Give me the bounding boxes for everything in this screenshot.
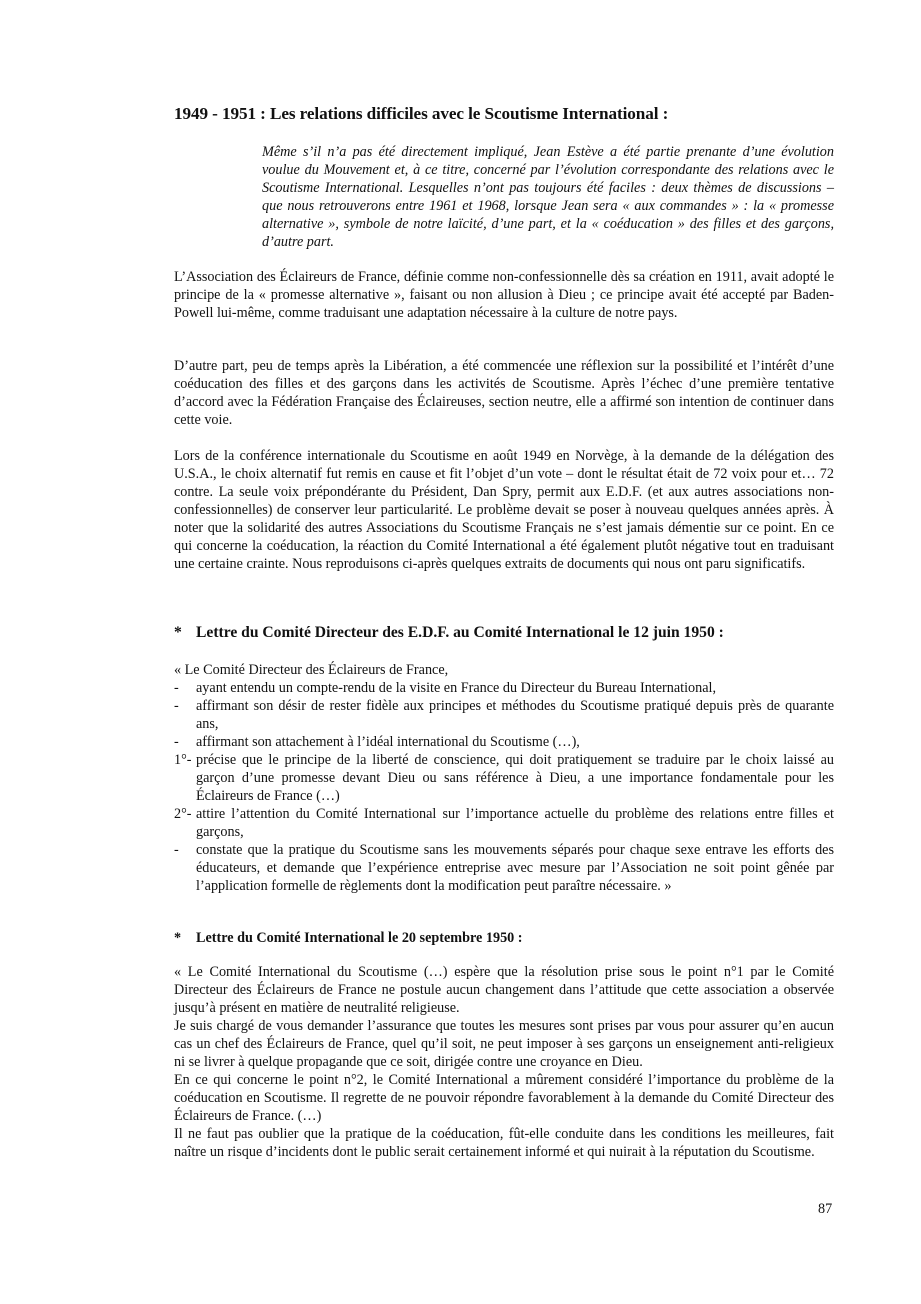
list-marker: 1°-: [174, 752, 192, 768]
body-paragraph: D’autre part, peu de temps après la Libération, a été commencée une réflexion sur la possibilité et l’intérêt d’une coéducation des filles et des garçons dans les activités de Scoutisme. Après l’échec d’une première tentative d’accord avec la Fédération Française des Éclaireuses, section neutre, elle a affirmé son intention de continuer dans cette voie.: [174, 358, 834, 428]
letter2-heading-text: Lettre du Comité International le 20 septembre 1950 :: [196, 930, 523, 946]
list-marker: -: [174, 734, 179, 750]
letter1-opening: « Le Comité Directeur des Éclaireurs de France,: [174, 662, 449, 678]
intro-paragraph: Même s’il n’a pas été directement impliqué, Jean Estève a été partie prenante d’une évolution voulue du Mouvement et, à ce titre, concerné par l’évolution correspondante des relations avec le Scoutisme International. Lesquelles n’ont pas toujours été faciles : deux thèmes de discussions – que nous retrouverons entre 1961 et 1968, lorsque Jean sera « aux commandes » : la « promesse alternative », symbole de notre laïcité, d’une part, et la « coéducation » des filles et des garçons, d’autre part.: [262, 144, 834, 250]
page-number: 87: [818, 1201, 833, 1217]
list-item-text: précise que le principe de la liberté de conscience, qui doit pratiquement se traduire par le choix laissé au garçon d’une promesse devant Dieu ou sans référence à Dieu, a une importance fondamentale pour les Éclaireurs de France (…): [196, 752, 834, 804]
letter1-body: [174, 661, 834, 895]
letter2-body: [174, 963, 834, 1161]
list-item-text: affirmant son attachement à l’idéal international du Scoutisme (…),: [196, 734, 580, 750]
list-item-text: attire l’attention du Comité International sur l’importance actuelle du problème des relations entre filles et garçons,: [196, 806, 834, 840]
letter2-paragraph: Il ne faut pas oublier que la pratique de la coéducation, fût-elle conduite dans les conditions les meilleures, fait naître un risque d’incidents dont le public serait certainement informé et qui nuirait à la réputation du Scoutisme.: [174, 1126, 834, 1160]
bullet-star: *: [174, 624, 182, 641]
list-item-text: constate que la pratique du Scoutisme sans les mouvements séparés pour chaque sexe entrave les efforts des éducateurs, et demande que l’expérience entreprise avec mesure par l’Association ne soit point gênée par l’application formelle de règlements dont la modification peut paraître nécessaire. »: [196, 842, 834, 894]
list-marker: -: [174, 680, 179, 696]
list-item: [174, 805, 834, 841]
list-item: [174, 679, 834, 697]
list-item-text: affirmant son désir de rester fidèle aux principes et méthodes du Scoutisme pratiqué depuis près de quarante ans,: [196, 698, 834, 732]
list-item: [174, 697, 834, 733]
letter1-heading-text: Lettre du Comité Directeur des E.D.F. au Comité International le 12 juin 1950 :: [196, 624, 724, 641]
list-item: [174, 733, 834, 751]
body-paragraph: Lors de la conférence internationale du Scoutisme en août 1949 en Norvège, à la demande de la délégation des U.S.A., le choix alternatif fut remis en cause et fit l’objet d’un vote – dont le résultat était de 72 voix pour et… 72 contre. La seule voix prépondérante du Président, Dan Spry, permit aux E.D.F. (et aux autres associations non-confessionnelles) de conserver leur particularité. Le problème devait se poser à nouveau quelques années après. À noter que la solidarité des autres Associations du Scoutisme Français ne s’est jamais démentie sur ce point. En ce qui concerne la coéducation, la réaction du Comité International a été également plutôt négative tout en traduisant une certaine crainte. Nous reproduisons ci-après quelques extraits de documents qui nous ont paru significatifs.: [174, 448, 834, 572]
bullet-star: *: [174, 930, 182, 946]
section-title: 1949 - 1951 : Les relations difficiles avec le Scoutisme International :: [174, 104, 669, 123]
list-marker: -: [174, 698, 179, 714]
letter2-heading: [174, 930, 523, 947]
letter2-paragraph: En ce qui concerne le point n°2, le Comité International a mûrement considéré l’importance du problème de la coéducation en Scoutisme. Il regrette de ne pouvoir répondre favorablement à la demande du Comité Directeur des Éclaireurs de France. (…): [174, 1072, 834, 1124]
list-marker: -: [174, 842, 179, 858]
list-item: [174, 751, 834, 805]
letter1-heading: [174, 624, 724, 642]
letter2-paragraph: « Le Comité International du Scoutisme (…) espère que la résolution prise sous le point n°1 par le Comité Directeur des Éclaireurs de France ne postule aucun changement dans l’attitude que cette association a observée jusqu’à présent en matière de neutralité religieuse.: [174, 964, 834, 1016]
list-marker: 2°-: [174, 806, 192, 822]
body-paragraph: L’Association des Éclaireurs de France, définie comme non-confessionnelle dès sa création en 1911, avait adopté le principe de la « promesse alternative », faisant ou non allusion à Dieu ; ce principe avait été accepté par Baden-Powell lui-même, comme traduisant une adaptation nécessaire à la culture de notre pays.: [174, 269, 834, 321]
list-item: [174, 841, 834, 895]
list-item-text: ayant entendu un compte-rendu de la visite en France du Directeur du Bureau International,: [196, 680, 717, 696]
letter2-paragraph: Je suis chargé de vous demander l’assurance que toutes les mesures sont prises par vous pour assurer qu’en aucun cas un chef des Éclaireurs de France, quel qu’il soit, ne peut imposer à ses garçons un enseignement anti-religieux ni se livrer à quelque propagande que ce soit, dirigée contre une croyance en Dieu.: [174, 1018, 834, 1070]
